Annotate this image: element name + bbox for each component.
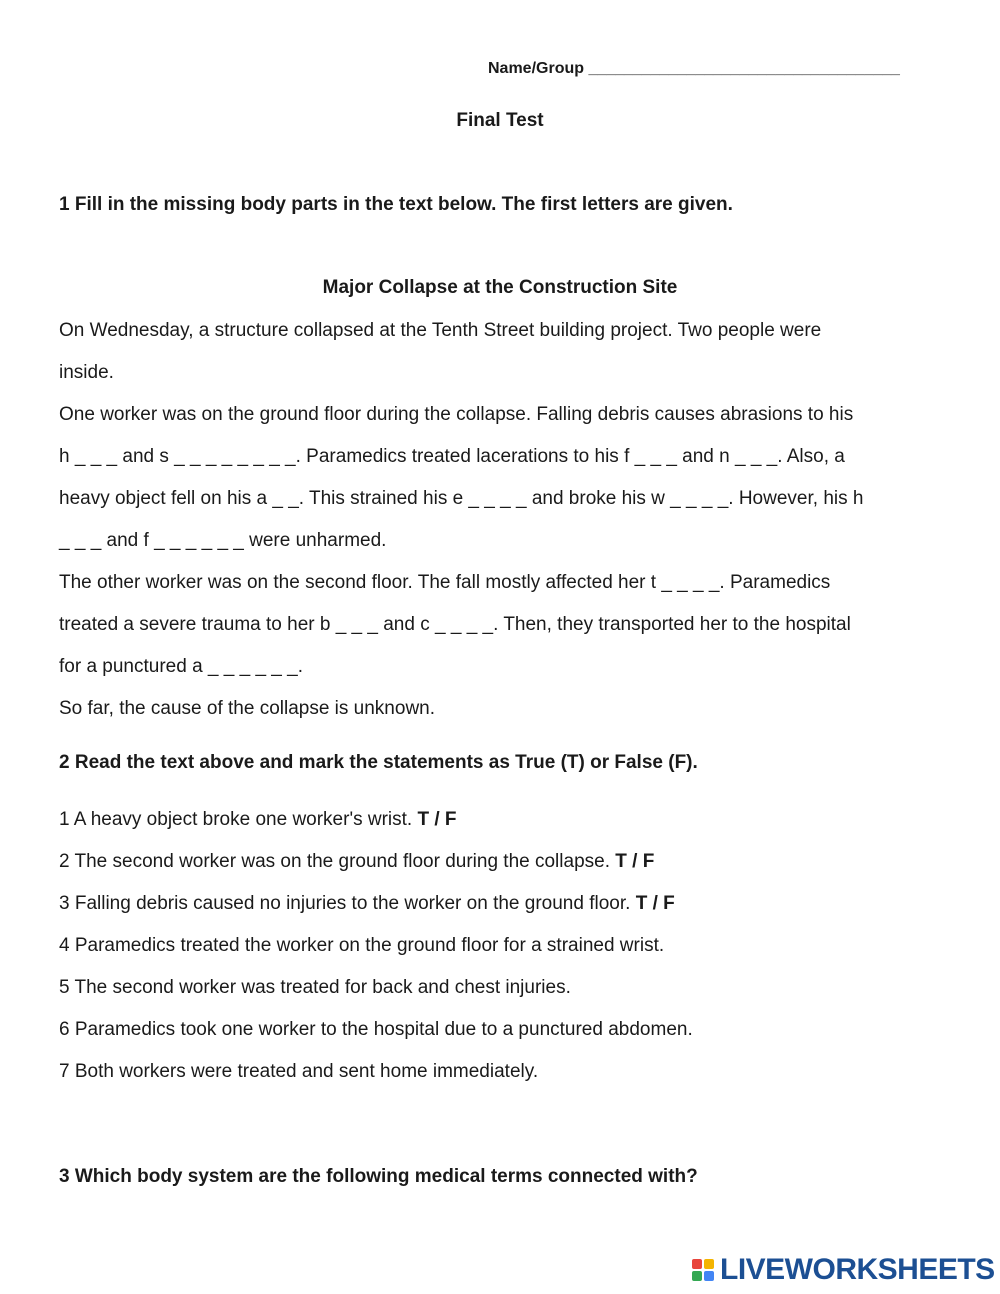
statement-item xyxy=(59,851,654,873)
statement-text: 2 The second worker was on the ground floor during the collapse. xyxy=(59,851,610,872)
logo-icon xyxy=(692,1259,714,1281)
statement-text: 3 Falling debris caused no injuries to the worker on the ground floor. xyxy=(59,893,631,914)
statement-item xyxy=(59,1061,538,1083)
article-line: On Wednesday, a structure collapsed at the Tenth Street building project. Two people were xyxy=(59,320,822,341)
statement-text: 5 The second worker was treated for back and chest injuries. xyxy=(59,977,571,998)
logo-square xyxy=(692,1259,702,1269)
logo-square xyxy=(692,1271,702,1281)
statement-item xyxy=(59,935,664,957)
article-line: _ _ _ and f _ _ _ _ _ _ were unharmed. xyxy=(59,530,387,551)
statement-text: 6 Paramedics took one worker to the hospital due to a punctured abdomen. xyxy=(59,1019,693,1040)
statement-item xyxy=(59,809,457,831)
statement-item xyxy=(59,977,571,999)
article-line: treated a severe trauma to her b _ _ _ and c _ _ _ _. Then, they transported her to the hospital xyxy=(59,614,851,635)
article-line: h _ _ _ and s _ _ _ _ _ _ _ _. Paramedics treated lacerations to his f _ _ _ and n _ _ _. Also, a xyxy=(59,446,845,467)
statement-item xyxy=(59,1019,693,1041)
page-title: Final Test xyxy=(456,110,544,131)
article-line: inside. xyxy=(59,362,114,383)
logo-square xyxy=(704,1271,714,1281)
name-group-field: Name/Group ___________________________________ xyxy=(488,60,900,77)
liveworksheets-logo xyxy=(692,1250,995,1290)
statement-item xyxy=(59,893,675,915)
article-line: So far, the cause of the collapse is unknown. xyxy=(59,698,436,719)
true-false-choice[interactable]: T / F xyxy=(615,851,655,872)
statement-text: 1 A heavy object broke one worker's wrist. xyxy=(59,809,413,830)
statement-text: 7 Both workers were treated and sent home immediately. xyxy=(59,1061,539,1082)
true-false-choice[interactable]: T / F xyxy=(635,893,675,914)
article-line: One worker was on the ground floor during the collapse. Falling debris causes abrasions to his xyxy=(59,404,854,425)
question-2-heading: 2 Read the text above and mark the statements as True (T) or False (F). xyxy=(59,752,698,773)
article-line: The other worker was on the second floor. The fall mostly affected her t _ _ _ _. Paramedics xyxy=(59,572,831,593)
article-line: heavy object fell on his a _ _. This strained his e _ _ _ _ and broke his w _ _ _ _. However, his h xyxy=(59,488,864,509)
logo-square xyxy=(704,1259,714,1269)
article-line: for a punctured a _ _ _ _ _ _. xyxy=(59,656,304,677)
question-1-heading: 1 Fill in the missing body parts in the text below. The first letters are given. xyxy=(59,194,733,215)
article-title: Major Collapse at the Construction Site xyxy=(322,277,678,298)
question-3-heading: 3 Which body system are the following medical terms connected with? xyxy=(59,1166,698,1187)
true-false-choice[interactable]: T / F xyxy=(417,809,457,830)
logo-text: LIVEWORKSHEETS xyxy=(720,1253,995,1286)
statement-text: 4 Paramedics treated the worker on the ground floor for a strained wrist. xyxy=(59,935,665,956)
